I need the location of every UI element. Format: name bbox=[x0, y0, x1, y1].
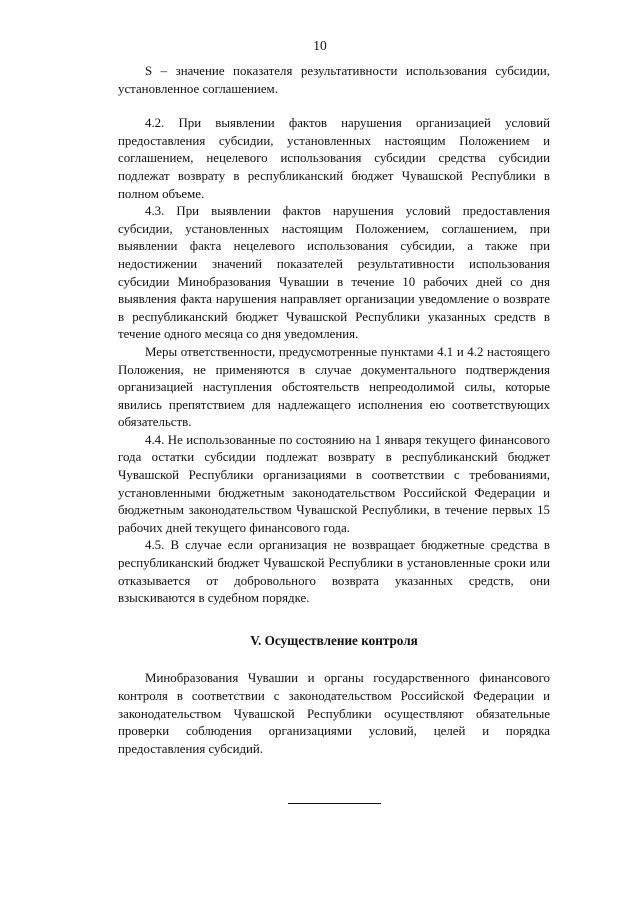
section-5-paragraph: Минобразования Чувашии и органы государственного финансового контроля в соответствии с законодательством Российской Федерации и законодательством Чувашской Республики осуществляют обязательные проверки соблюдения организациями условий, целей и порядка предоставления субсидий. bbox=[118, 671, 550, 756]
clause-4-5-paragraph: 4.5. В случае если организация не возвращает бюджетные средства в республиканский бюджет Чувашской Республики в установленные сроки или отказывается от добровольного возврата указанных средств, они взыскиваются в судебном порядке. bbox=[118, 538, 550, 606]
heading-spacer bbox=[118, 649, 550, 670]
end-of-document-rule bbox=[288, 803, 381, 804]
section-5-heading: V. Осуществление контроля bbox=[250, 632, 418, 648]
clause-4-3-paragraph: 4.3. При выявлении фактов нарушения условий предоставления субсидии, установленных настоящим Положением, соглашением, при выявлении факта нецелевого использования субсидии, а также при недостижении значений показателей результативности использования субсидии Минобразования Чувашии в течение 10 рабочих дней со дня выявления факта нарушения направляет организации уведомление о возврате в республиканский бюджет Чувашской Республики указанных средств в течение одного месяца со дня уведомления. bbox=[118, 204, 550, 342]
responsibility-paragraph: Меры ответственности, предусмотренные пунктами 4.1 и 4.2 настоящего Положения, не применяются в случае документального подтверждения организацией наступления обстоятельств непреодолимой силы, которые явились препятствием для надлежащего исполнения ею соответствующих обязательств. bbox=[118, 344, 550, 430]
clause-4-2-paragraph: 4.2. При выявлении фактов нарушения организацией условий предоставления субсидии, установленных настоящим Положением и соглашением, нецелевого использования субсидии средства субсидии подлежат возврату в республиканский бюджет Чувашской Республики в полном объеме. bbox=[118, 116, 550, 201]
document-body bbox=[118, 63, 550, 804]
s-definition-paragraph: S – значение показателя результативности использования субсидии, установленное соглашением. bbox=[118, 64, 550, 96]
page-number: 10 bbox=[313, 38, 327, 53]
clause-4-4-paragraph: 4.4. Не использованные по состоянию на 1 января текущего финансового года остатки субсидии подлежат возврату в республиканский бюджет Чувашской Республики организациями в соответствии с требованиями, установленными бюджетным законодательством Российской Федерации и бюджетным законодательством Чувашской Республики, в течение первых 15 рабочих дней текущего финансового года. bbox=[118, 432, 550, 535]
paragraph-spacer bbox=[118, 98, 550, 115]
section-spacer bbox=[118, 608, 550, 632]
